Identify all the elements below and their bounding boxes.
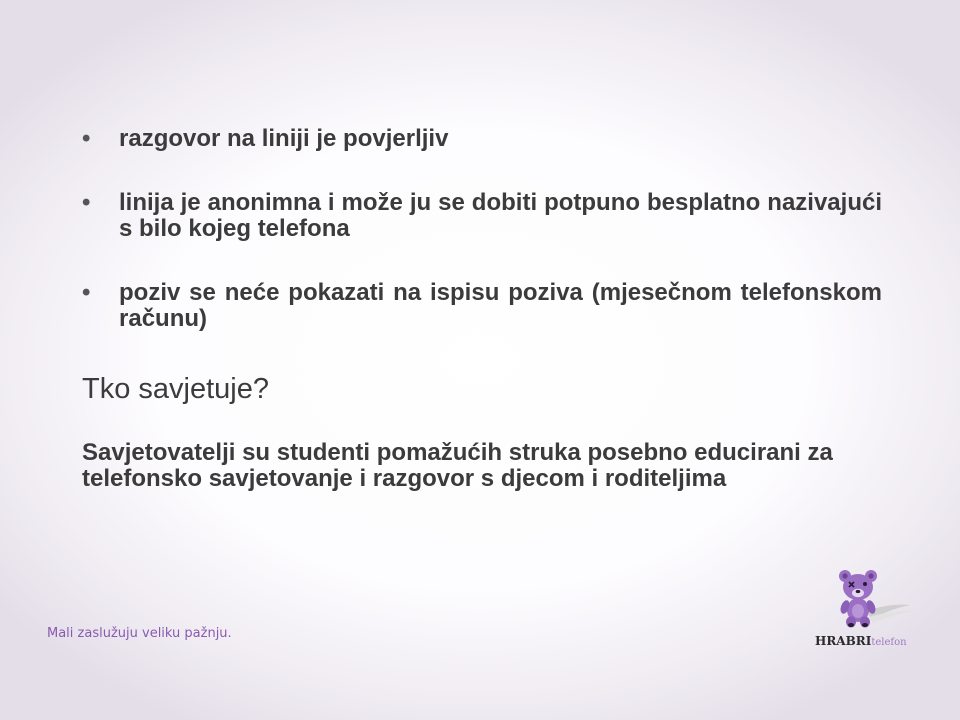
bullet-text: poziv se neće pokazati na ispisu poziva (mjesečnom telefonskom računu) [119, 279, 882, 332]
logo-wordmark [815, 630, 907, 649]
tagline: Mali zaslužuju veliku pažnju. [47, 626, 232, 641]
bullet-text: razgovor na liniji je povjerljiv [119, 125, 449, 152]
bullet-item [82, 126, 882, 152]
bullet-text: linija je anonimna i može ju se dobiti potpuno besplatno nazivajući s bilo kojeg telefona [119, 189, 882, 242]
logo-brand: HRABRI [815, 634, 872, 648]
bullet-list [82, 126, 882, 332]
hrabri-telefon-logo [805, 563, 925, 653]
bullet-dot: • [82, 125, 91, 152]
section-heading: Tko savjetuje? [82, 373, 269, 405]
bullet-item [82, 280, 882, 332]
bullet-item [82, 190, 882, 242]
teddy-bear-icon [805, 563, 925, 633]
logo-suffix: telefon [871, 637, 907, 648]
counselors-paragraph: Savjetovatelji su studenti pomažućih struka posebno educirani za telefonsko savjetovanje i razgovor s djecom i roditeljima [82, 439, 833, 492]
bullet-dot: • [82, 279, 91, 306]
bullet-dot: • [82, 189, 91, 216]
